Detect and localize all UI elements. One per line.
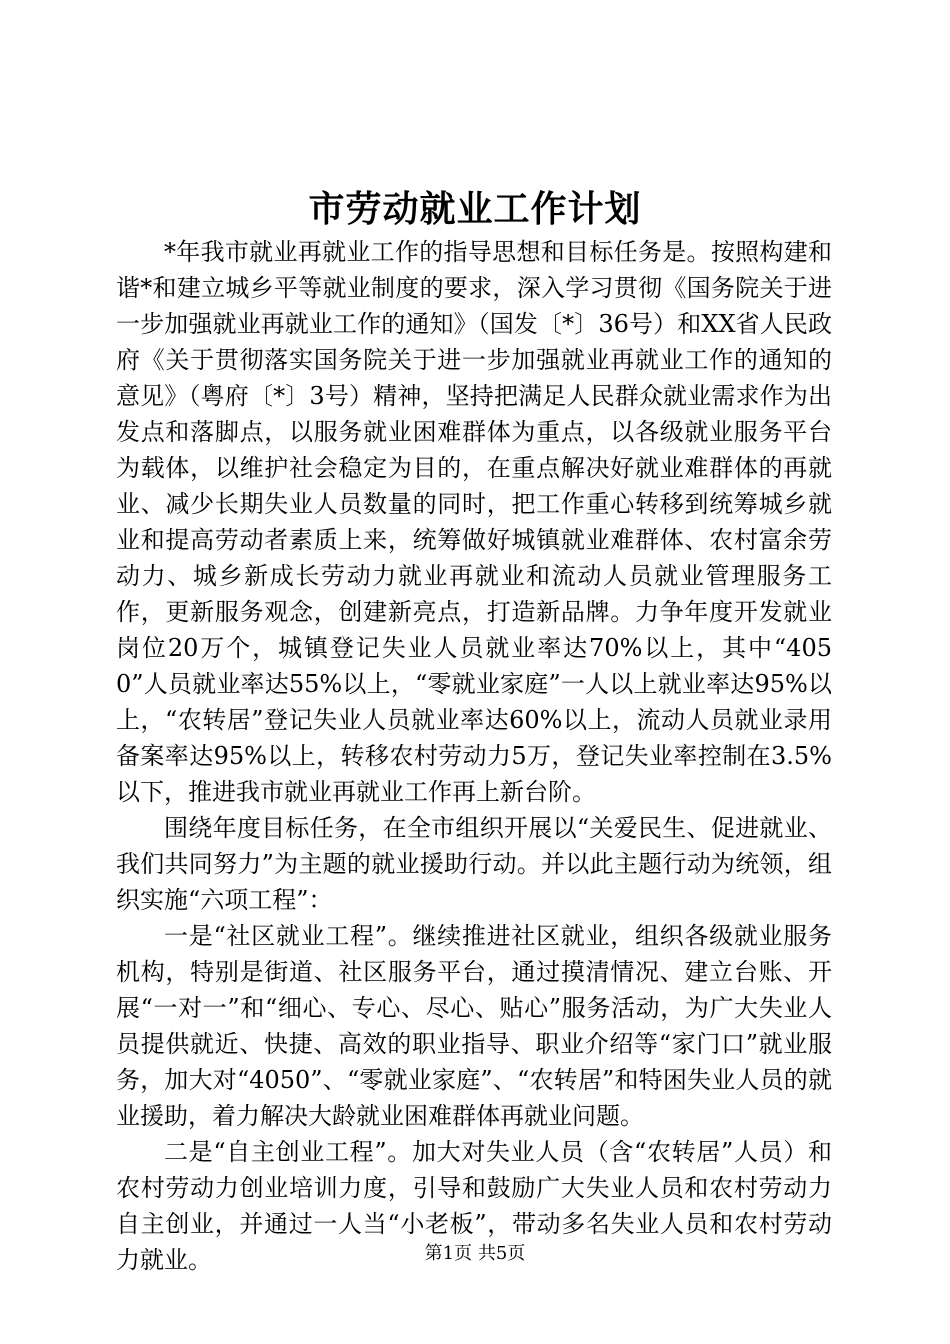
paragraph-annual-targets: 围绕年度目标任务，在全市组织开展以“关爱民生、促进就业、我们共同努力”为主题的就业援助行动。并以此主题行动为统领，组织实施“六项工程”：: [116, 814, 832, 914]
page-footer: 第1页 共5页: [424, 1243, 526, 1264]
paragraph-self-employment: 二是“自主创业工程”。加大对失业人员（含“农转居”人员）和农村劳动力创业培训力度，引导和鼓励广大失业人员和农村劳动力自主创业，并通过一人当“小老板”，带动多名失业人员和农村劳动力就业。: [116, 1138, 832, 1274]
paragraph-community-employment: 一是“社区就业工程”。继续推进社区就业，组织各级就业服务机构，特别是街道、社区服务平台，通过摸清情况、建立台账、开展“一对一”和“细心、专心、尽心、贴心”服务活动，为广大失业人员提供就近、快捷、高效的职业指导、职业介绍等“家门口”就业服务，加大对“4050”、“零就业家庭”、“农转居”和特困失业人员的就业援助，着力解决大龄就业困难群体再就业问题。: [116, 922, 832, 1130]
document-title: 市劳动就业工作计划: [308, 188, 642, 230]
paragraph-guiding-thought: *年我市就业再就业工作的指导思想和目标任务是。按照构建和谐*和建立城乡平等就业制度的要求，深入学习贯彻《国务院关于进一步加强就业再就业工作的通知》（国发〔*〕36号）和XX省人民政府《关于贯彻落实国务院关于进一步加强就业再就业工作的通知的意见》（粤府〔*〕3号）精神，坚持把满足人民群众就业需求作为出发点和落脚点，以服务就业困难群体为重点，以各级就业服务平台为载体，以维护社会稳定为目的，在重点解决好就业难群体的再就业、减少长期失业人员数量的同时，把工作重心转移到统筹城乡就业和提高劳动者素质上来，统筹做好城镇就业难群体、农村富余劳动力、城乡新成长劳动力就业再就业和流动人员就业管理服务工作，更新服务观念，创建新亮点，打造新品牌。力争年度开发就业岗位20万个，城镇登记失业人员就业率达70%以上，其中“4050”人员就业率达55%以上，“零就业家庭”一人以上就业率达95%以上，“农转居”登记失业人员就业率达60%以上，流动人员就业录用备案率达95%以上，转移农村劳动力5万，登记失业率控制在3.5%以下，推进我市就业再就业工作再上新台阶。: [116, 238, 832, 806]
document-body: [116, 234, 832, 1278]
